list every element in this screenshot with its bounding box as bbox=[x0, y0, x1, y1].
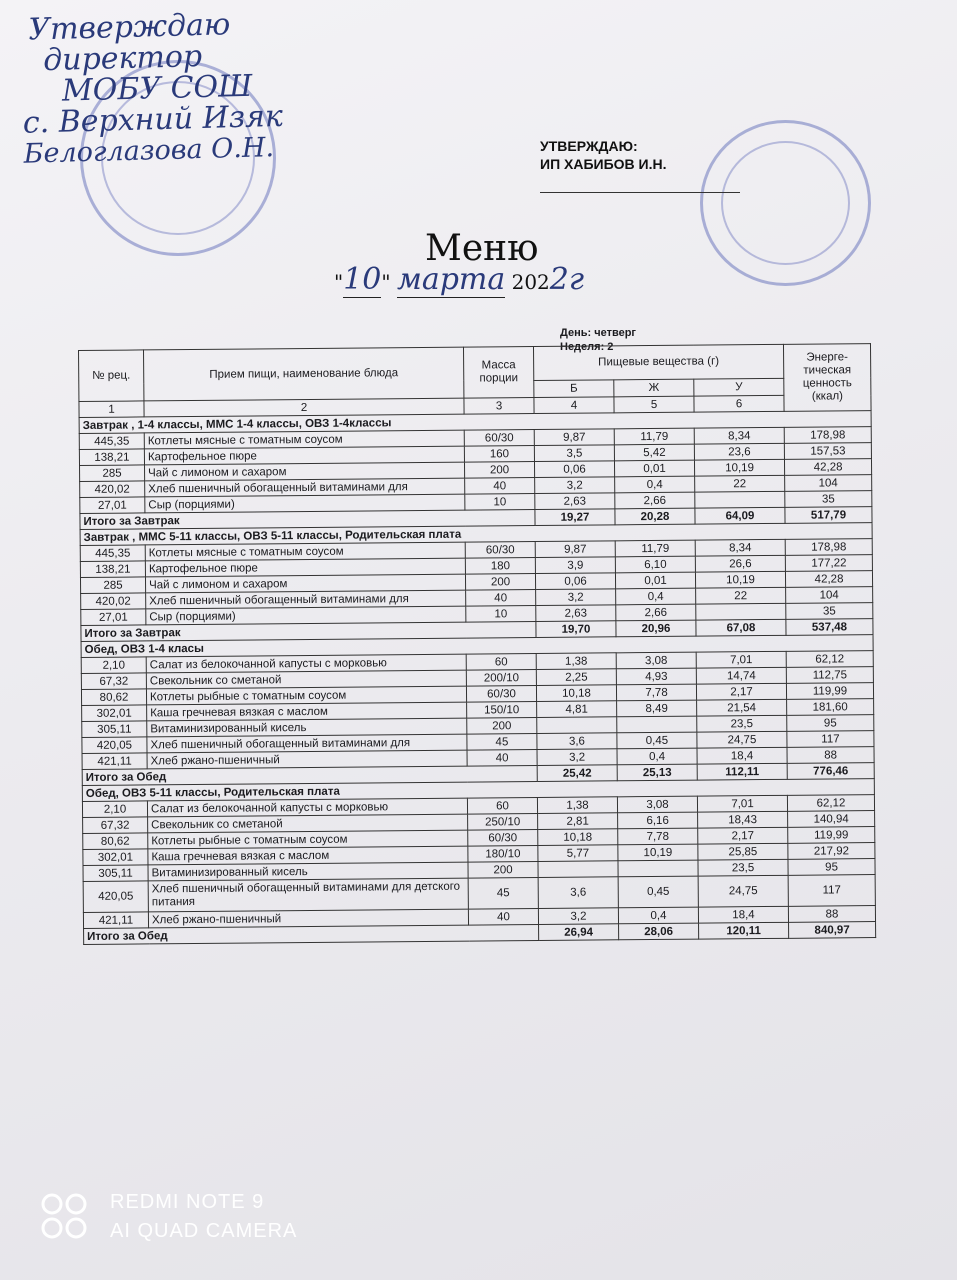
rec-cell: 67,32 bbox=[81, 673, 146, 690]
week-label: Неделя: bbox=[560, 341, 605, 353]
col-number: 1 bbox=[79, 401, 144, 418]
carb-cell: 18,43 bbox=[698, 811, 788, 828]
dish-name-cell: Чай с лимоном и сахаром bbox=[145, 574, 465, 593]
dish-name-cell: Хлеб пшеничный обогащенный витаминами для bbox=[146, 590, 466, 609]
mass-cell: 45 bbox=[467, 734, 537, 751]
handwritten-line: Белоглазова О.Н. bbox=[23, 132, 275, 170]
handwritten-line: Утверждаю bbox=[27, 7, 231, 48]
protein-cell: 10,18 bbox=[538, 829, 618, 846]
handwritten-approval bbox=[20, 5, 384, 169]
carb-cell: 8,34 bbox=[694, 427, 784, 444]
fat-cell bbox=[618, 860, 698, 877]
protein-cell: 3,5 bbox=[534, 445, 614, 462]
protein-cell: 2,25 bbox=[536, 669, 616, 686]
total-protein: 19,70 bbox=[536, 621, 616, 638]
fat-cell: 8,49 bbox=[617, 700, 697, 717]
carb-cell: 7,01 bbox=[697, 795, 787, 812]
watermark-line-1: REDMI NOTE 9 bbox=[110, 1191, 265, 1213]
mass-cell: 60/30 bbox=[468, 830, 538, 847]
mass-cell: 200 bbox=[465, 574, 535, 591]
col-number: 6 bbox=[694, 395, 784, 412]
camera-logo-icon bbox=[40, 1192, 96, 1242]
page-title: Меню bbox=[425, 228, 539, 269]
rec-cell: 302,01 bbox=[83, 849, 148, 866]
total-fat: 25,13 bbox=[617, 764, 697, 781]
energy-cell: 88 bbox=[787, 747, 874, 764]
rec-cell: 27,01 bbox=[81, 609, 146, 626]
fat-cell: 3,08 bbox=[616, 652, 696, 669]
section-title: Обед, ОВЗ 5-11 классы, Родительская плата bbox=[82, 779, 874, 802]
approval-line-1: УТВЕРЖДАЮ: bbox=[540, 138, 638, 154]
energy-cell: 42,28 bbox=[785, 571, 872, 588]
dish-name-cell: Хлеб ржано-пшеничный bbox=[147, 750, 467, 769]
dish-name-cell: Котлеты мясные с томатным соусом bbox=[144, 430, 464, 449]
total-carb: 67,08 bbox=[696, 619, 786, 636]
rec-cell: 80,62 bbox=[83, 833, 148, 850]
fat-cell: 7,78 bbox=[618, 828, 698, 845]
dish-name-cell: Витаминизированный кисель bbox=[147, 718, 467, 737]
carb-cell bbox=[696, 603, 786, 620]
date-year: 202 bbox=[511, 270, 550, 294]
rec-cell: 27,01 bbox=[80, 497, 145, 514]
energy-cell: 62,12 bbox=[786, 651, 873, 668]
energy-cell: 178,98 bbox=[785, 539, 872, 556]
protein-cell: 10,18 bbox=[536, 685, 616, 702]
rec-cell: 421,11 bbox=[82, 753, 147, 770]
protein-cell bbox=[538, 861, 618, 878]
total-energy: 537,48 bbox=[786, 619, 873, 636]
dish-name-cell: Картофельное пюре bbox=[144, 446, 464, 465]
date-day: 10 bbox=[343, 262, 382, 297]
mass-cell: 160 bbox=[464, 446, 534, 463]
total-energy: 776,46 bbox=[787, 763, 874, 780]
dish-name-cell: Каша гречневая вязкая с маслом bbox=[147, 702, 467, 721]
mass-cell: 40 bbox=[468, 909, 538, 926]
carb-cell: 14,74 bbox=[696, 667, 786, 684]
carb-cell: 2,17 bbox=[698, 827, 788, 844]
carb-cell: 18,4 bbox=[698, 906, 788, 923]
energy-cell: 117 bbox=[788, 875, 875, 907]
rec-cell: 420,05 bbox=[82, 737, 147, 754]
handwritten-line: директор bbox=[42, 38, 203, 79]
energy-cell: 119,99 bbox=[788, 827, 875, 844]
mass-cell: 10 bbox=[466, 606, 536, 623]
mass-cell: 45 bbox=[468, 878, 538, 910]
approval-block bbox=[540, 137, 667, 173]
menu-table bbox=[78, 343, 876, 945]
dish-name-cell: Каша гречневая вязкая с маслом bbox=[148, 846, 468, 865]
mass-cell: 180/10 bbox=[468, 846, 538, 863]
mass-cell: 60/30 bbox=[465, 542, 535, 559]
header-mass: Масса порции bbox=[463, 347, 533, 399]
dish-name-cell: Сыр (порциями) bbox=[145, 494, 465, 513]
header-u: У bbox=[694, 378, 784, 396]
protein-cell: 5,77 bbox=[538, 845, 618, 862]
total-carb: 120,11 bbox=[699, 922, 789, 939]
energy-cell: 42,28 bbox=[784, 459, 871, 476]
dish-name-cell: Свекольник со сметаной bbox=[148, 814, 468, 833]
total-label: Итого за Обед bbox=[84, 925, 539, 945]
fat-cell: 0,45 bbox=[618, 876, 698, 908]
dish-name-cell: Витаминизированный кисель bbox=[148, 862, 468, 881]
fat-cell: 0,4 bbox=[616, 588, 696, 605]
signature-line bbox=[540, 192, 740, 193]
mass-cell: 40 bbox=[465, 478, 535, 495]
carb-cell: 8,34 bbox=[695, 539, 785, 556]
header-energy: Энерге-тическая ценность (ккал) bbox=[783, 344, 871, 412]
energy-cell: 95 bbox=[787, 715, 874, 732]
header-nutrients: Пищевые вещества (г) bbox=[533, 344, 783, 380]
protein-cell: 3,6 bbox=[537, 733, 617, 750]
mass-cell: 200/10 bbox=[466, 670, 536, 687]
carb-cell: 24,75 bbox=[697, 731, 787, 748]
mass-cell: 60 bbox=[467, 798, 537, 815]
fat-cell: 7,78 bbox=[616, 684, 696, 701]
energy-cell: 62,12 bbox=[787, 795, 874, 812]
rec-cell: 445,35 bbox=[79, 433, 144, 450]
energy-cell: 119,99 bbox=[786, 683, 873, 700]
protein-cell: 9,87 bbox=[535, 541, 615, 558]
dish-name-cell: Картофельное пюре bbox=[145, 558, 465, 577]
protein-cell: 0,06 bbox=[535, 573, 615, 590]
col-number: 3 bbox=[464, 398, 534, 415]
carb-cell: 22 bbox=[695, 475, 785, 492]
energy-cell: 104 bbox=[785, 475, 872, 492]
rec-cell: 2,10 bbox=[82, 801, 147, 818]
carb-cell: 23,6 bbox=[694, 443, 784, 460]
fat-cell: 5,42 bbox=[614, 444, 694, 461]
fat-cell: 10,19 bbox=[618, 844, 698, 861]
approval-line-2: ИП ХАБИБОВ И.Н. bbox=[540, 156, 667, 172]
protein-cell: 2,63 bbox=[536, 605, 616, 622]
watermark-line-2: AI QUAD CAMERA bbox=[110, 1220, 298, 1242]
total-label: Итого за Обед bbox=[82, 766, 537, 786]
protein-cell: 9,87 bbox=[534, 429, 614, 446]
total-protein: 25,42 bbox=[537, 765, 617, 782]
mass-cell: 200 bbox=[464, 462, 534, 479]
carb-cell: 21,54 bbox=[697, 699, 787, 716]
energy-cell: 178,98 bbox=[784, 427, 871, 444]
total-energy: 840,97 bbox=[789, 922, 876, 939]
mass-cell: 200 bbox=[468, 862, 538, 879]
day-value: четверг bbox=[594, 327, 637, 339]
energy-cell: 104 bbox=[786, 587, 873, 604]
rec-cell: 305,11 bbox=[82, 721, 147, 738]
energy-cell: 35 bbox=[786, 603, 873, 620]
rec-cell: 420,02 bbox=[81, 593, 146, 610]
handwritten-line: МОБУ СОШ bbox=[61, 68, 253, 109]
energy-cell: 157,53 bbox=[784, 443, 871, 460]
protein-cell: 3,2 bbox=[537, 749, 617, 766]
mass-cell: 180 bbox=[465, 558, 535, 575]
carb-cell: 18,4 bbox=[697, 747, 787, 764]
fat-cell: 0,4 bbox=[618, 907, 698, 924]
dish-name-cell: Котлеты мясные с томатным соусом bbox=[145, 542, 465, 561]
energy-cell: 217,92 bbox=[788, 843, 875, 860]
protein-cell: 3,2 bbox=[538, 908, 618, 925]
mass-cell: 40 bbox=[466, 590, 536, 607]
menu-table-body bbox=[79, 411, 876, 945]
rec-cell: 302,01 bbox=[82, 705, 147, 722]
rec-cell: 138,21 bbox=[79, 449, 144, 466]
ip-stamp bbox=[700, 120, 871, 286]
carb-cell: 22 bbox=[696, 587, 786, 604]
date-month: марта bbox=[396, 262, 506, 297]
mass-cell: 60/30 bbox=[464, 430, 534, 447]
fat-cell: 2,66 bbox=[615, 492, 695, 509]
dish-name-cell: Хлеб ржано-пшеничный bbox=[148, 909, 468, 928]
protein-cell: 2,81 bbox=[538, 813, 618, 830]
total-fat: 28,06 bbox=[619, 923, 699, 940]
fat-cell: 11,79 bbox=[615, 540, 695, 557]
dish-name-cell: Свекольник со сметаной bbox=[146, 670, 466, 689]
energy-cell: 177,22 bbox=[785, 555, 872, 572]
mass-cell: 60 bbox=[466, 654, 536, 671]
dish-name-cell: Котлеты рыбные с томатным соусом bbox=[146, 686, 466, 705]
fat-cell: 0,4 bbox=[615, 476, 695, 493]
carb-cell: 23,5 bbox=[697, 715, 787, 732]
dish-name-cell: Котлеты рыбные с томатным соусом bbox=[148, 830, 468, 849]
carb-cell: 23,5 bbox=[698, 859, 788, 876]
mass-cell: 250/10 bbox=[468, 814, 538, 831]
carb-cell: 2,17 bbox=[696, 683, 786, 700]
protein-cell bbox=[537, 717, 617, 734]
rec-cell: 285 bbox=[80, 577, 145, 594]
rec-cell: 138,21 bbox=[80, 561, 145, 578]
date-quote: " bbox=[334, 270, 344, 294]
total-label: Итого за Завтрак bbox=[80, 510, 535, 530]
date-year-hand: 2г bbox=[549, 262, 585, 297]
protein-cell: 3,6 bbox=[538, 877, 618, 909]
dish-name-cell: Хлеб пшеничный обогащенный витаминами для bbox=[145, 478, 465, 497]
total-carb: 64,09 bbox=[695, 507, 785, 524]
protein-cell: 2,63 bbox=[535, 493, 615, 510]
total-label: Итого за Завтрак bbox=[81, 622, 536, 642]
rec-cell: 305,11 bbox=[83, 865, 148, 882]
rec-cell: 445,35 bbox=[80, 545, 145, 562]
total-energy: 517,79 bbox=[785, 507, 872, 524]
energy-cell: 140,94 bbox=[788, 811, 875, 828]
handwritten-line: с. Верхний Изяк bbox=[22, 98, 284, 141]
energy-cell: 88 bbox=[788, 906, 875, 923]
total-protein: 19,27 bbox=[535, 509, 615, 526]
rec-cell: 285 bbox=[80, 465, 145, 482]
fat-cell: 2,66 bbox=[616, 604, 696, 621]
protein-cell: 3,2 bbox=[535, 477, 615, 494]
dish-name-cell: Салат из белокочанной капусты с морковью bbox=[146, 654, 466, 673]
total-fat: 20,28 bbox=[615, 508, 695, 525]
rec-cell: 67,32 bbox=[83, 817, 148, 834]
day-label: День: bbox=[560, 327, 592, 339]
carb-cell: 26,6 bbox=[695, 555, 785, 572]
total-carb: 112,11 bbox=[697, 763, 787, 780]
col-number: 4 bbox=[534, 397, 614, 414]
fat-cell: 6,10 bbox=[615, 556, 695, 573]
fat-cell: 11,79 bbox=[614, 428, 694, 445]
col-number: 2 bbox=[144, 398, 464, 417]
week-value: 2 bbox=[607, 341, 614, 353]
carb-cell: 24,75 bbox=[698, 875, 788, 907]
dish-name-cell: Хлеб пшеничный обогащенный витаминами для детского питания bbox=[148, 878, 468, 912]
fat-cell: 4,93 bbox=[616, 668, 696, 685]
dish-name-cell: Чай с лимоном и сахаром bbox=[145, 462, 465, 481]
rec-cell: 80,62 bbox=[81, 689, 146, 706]
mass-cell: 40 bbox=[467, 750, 537, 767]
rec-cell: 420,05 bbox=[83, 881, 148, 913]
protein-cell: 1,38 bbox=[537, 797, 617, 814]
total-fat: 20,96 bbox=[616, 620, 696, 637]
rec-cell: 421,11 bbox=[83, 912, 148, 929]
col-number: 5 bbox=[614, 396, 694, 413]
header-b: Б bbox=[534, 379, 614, 397]
energy-cell: 35 bbox=[785, 491, 872, 508]
section-title: Обед, ОВЗ 1-4 класы bbox=[81, 635, 873, 658]
mass-cell: 60/30 bbox=[466, 686, 536, 703]
carb-cell bbox=[695, 491, 785, 508]
carb-cell: 10,19 bbox=[694, 459, 784, 476]
dish-name-cell: Хлеб пшеничный обогащенный витаминами для bbox=[147, 734, 467, 753]
fat-cell: 6,16 bbox=[618, 812, 698, 829]
fat-cell: 3,08 bbox=[617, 796, 697, 813]
mass-cell: 200 bbox=[467, 718, 537, 735]
section-title: Завтрак , ММС 5-11 классы, ОВЗ 5-11 классы, Родительская плата bbox=[80, 523, 872, 546]
rec-cell: 420,02 bbox=[80, 481, 145, 498]
protein-cell: 4,81 bbox=[537, 701, 617, 718]
camera-watermark bbox=[40, 1188, 297, 1246]
energy-cell: 117 bbox=[787, 731, 874, 748]
date-quote: " bbox=[381, 270, 391, 294]
section-title: Завтрак , 1-4 классы, ММС 1-4 классы, ОВЗ 1-4классы bbox=[79, 411, 871, 434]
carb-cell: 10,19 bbox=[695, 571, 785, 588]
fat-cell: 0,4 bbox=[617, 748, 697, 765]
protein-cell: 0,06 bbox=[534, 461, 614, 478]
fat-cell bbox=[617, 716, 697, 733]
energy-cell: 112,75 bbox=[786, 667, 873, 684]
carb-cell: 25,85 bbox=[698, 843, 788, 860]
fat-cell: 0,45 bbox=[617, 732, 697, 749]
carb-cell: 7,01 bbox=[696, 651, 786, 668]
fat-cell: 0,01 bbox=[615, 572, 695, 589]
protein-cell: 1,38 bbox=[536, 653, 616, 670]
mass-cell: 10 bbox=[465, 494, 535, 511]
header-meal: Прием пищи, наименование блюда bbox=[144, 347, 464, 401]
protein-cell: 3,9 bbox=[535, 557, 615, 574]
dish-name-cell: Салат из белокочанной капусты с морковью bbox=[147, 798, 467, 817]
header-rec-no: № рец. bbox=[79, 350, 144, 402]
fat-cell: 0,01 bbox=[614, 460, 694, 477]
menu-date bbox=[334, 262, 584, 298]
protein-cell: 3,2 bbox=[536, 589, 616, 606]
energy-cell: 95 bbox=[788, 859, 875, 876]
dish-name-cell: Сыр (порциями) bbox=[146, 606, 466, 625]
mass-cell: 150/10 bbox=[467, 702, 537, 719]
energy-cell: 181,60 bbox=[787, 699, 874, 716]
rec-cell: 2,10 bbox=[81, 657, 146, 674]
total-protein: 26,94 bbox=[539, 924, 619, 941]
header-zh: Ж bbox=[614, 379, 694, 397]
